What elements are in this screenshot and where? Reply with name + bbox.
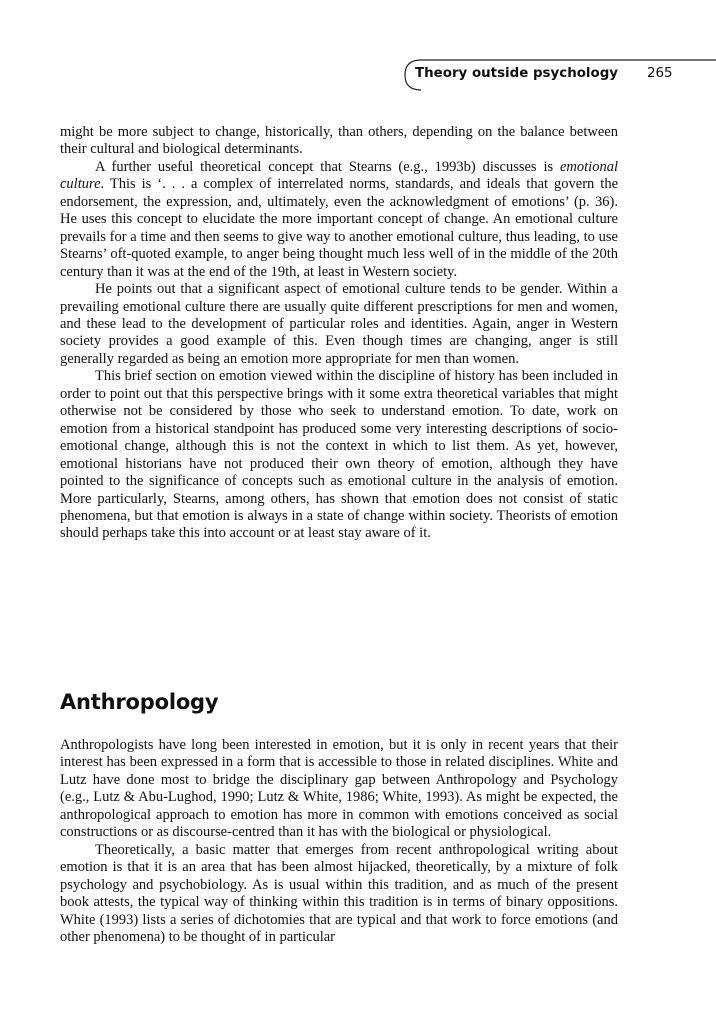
paragraph: Anthropologists have long been interested in emotion, but it is only in recent years that their interest has been expressed in a form that is accessible to those in related disciplines. White and Lutz have done most to bridge the disciplinary gap between Anthropology and Psychology (e.g., Lutz & Abu-Lughod, 1990; Lutz & White, 1986; White, 1993). As might be expected, the anthropological approach to emotion has more in common with emotions conceived as social constructions or as discourse-centred than it has with the biological or physiological. <box>60 737 618 841</box>
page-number: 265 <box>647 66 673 81</box>
body-text <box>60 124 618 543</box>
section-text <box>60 737 618 946</box>
paragraph-text: . This is ‘. . . a complex of interrelated norms, standards, and ideals that govern the endorsement, the expression, and, ultimately, even the acknowledgment of emotions’ (p. 36). He uses this concept to elucidate the more important concept of change. An emotional culture prevails for a time and then seems to give way to another emotional culture, thus leading, to use Stearns’ oft-quoted example, to anger being thought much less well of in the middle of the 20th century than it was at the end of the 19th, at least in Western society. <box>60 176 618 280</box>
paragraph: Theoretically, a basic matter that emerges from recent anthropological writing about emotion is that it is an area that has been almost hijacked, theoretically, by a mixture of folk psychology and psychobiology. As is usual within this tradition, and as much of the present book attests, the typical way of thinking within this tradition is in terms of binary oppositions. White (1993) lists a series of dichotomies that are typical and that work to force emotions (and other phenomena) to be thought of in particular <box>60 841 618 945</box>
paragraph <box>60 159 618 281</box>
paragraph-text: A further useful theoretical concept that Stearns (e.g., 1993b) discusses is <box>95 158 560 175</box>
section-heading: Anthropology <box>60 690 219 714</box>
running-head <box>403 58 716 93</box>
paragraph: He points out that a significant aspect of emotional culture tends to be gender. Within a prevailing emotional culture there are usually quite different prescriptions for men and women, and these lead to the development of particular roles and identities. Again, anger in Western society provides a good example of this. Even though times are changing, anger is still generally regarded as being an emotion more appropriate for men than women. <box>60 281 618 367</box>
emphasis-term: emotional culture <box>60 158 618 193</box>
paragraph: This brief section on emotion viewed within the discipline of history has been included in order to point out that this perspective brings with it some extra theoretical variables that might otherwise not be considered by those who seek to understand emotion. To date, work on emotion from a historical standpoint has produced some very interesting descriptions of socio-emotional change, although this is not the context in which to list them. As yet, however, emotional historians have not produced their own theory of emotion, although they have pointed to the significance of concepts such as emotional culture in the analysis of emotion. More particularly, Stearns, among others, has shown that emotion does not consist of static phenomena, but that emotion is always in a state of change within society. Theorists of emotion should perhaps take this into account or at least stay aware of it. <box>60 368 618 542</box>
paragraph: might be more subject to change, historically, than others, depending on the balance between their cultural and biological determinants. <box>60 124 618 158</box>
running-head-title: Theory outside psychology <box>415 66 619 81</box>
